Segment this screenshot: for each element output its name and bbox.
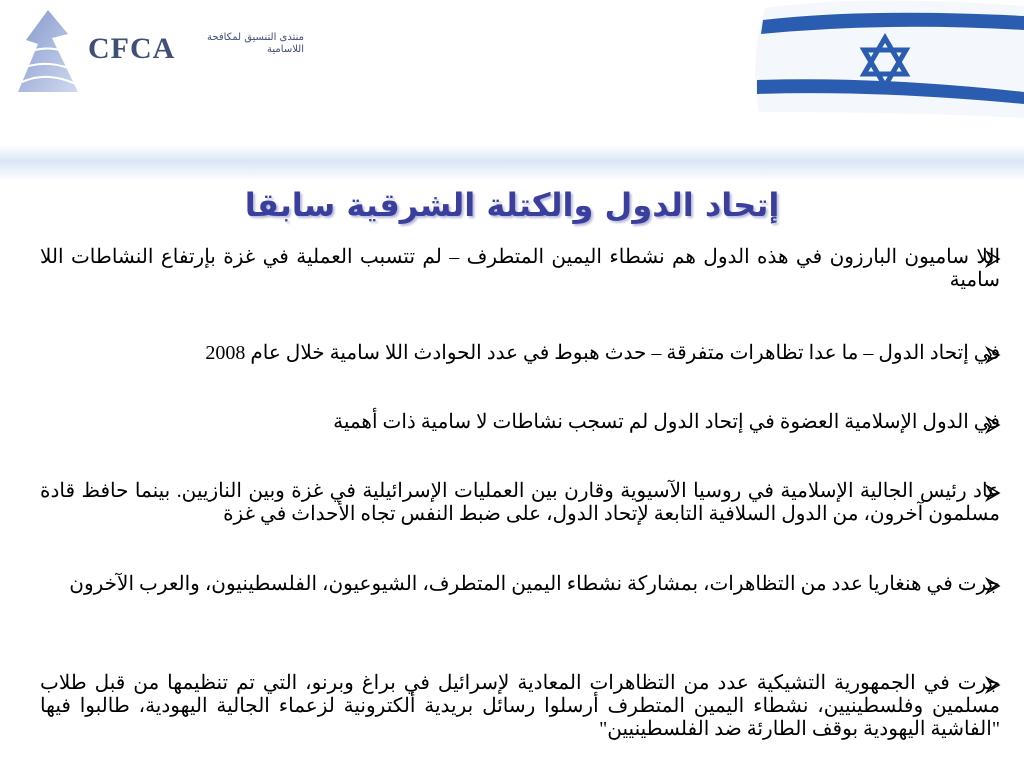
bullet-item: اللا ساميون البارزون في هذه الدول هم نشطاء اليمين المتطرف – لم تتسبب العملية في غزة بإرتفاع النشاطات اللا سامية xyxy=(40,246,1000,291)
globe-icon xyxy=(8,4,88,100)
bullet-item: في الدول الإسلامية العضوة في إتحاد الدول لم تسجب نشاطات لا سامية ذات أهمية xyxy=(333,411,1000,433)
bullet-item: جرت في هنغاريا عدد من التظاهرات، بمشاركة نشطاء اليمين المتطرف، الشيوعيون، الفلسطينيون، والعرب الآخرون xyxy=(69,573,1000,595)
logo-subtitle: منتدى التنسيق لمكافحة اللاسامية xyxy=(207,32,304,55)
header-band xyxy=(0,145,1024,181)
logo-name: CFCA xyxy=(88,32,176,65)
israel-flag-icon xyxy=(745,0,1024,125)
cfca-logo xyxy=(8,4,308,100)
bullet-item: في إتحاد الدول – ما عدا تظاهرات متفرقة – حدث هبوط في عدد الحوادث اللا سامية خلال عام 2008 xyxy=(205,342,1000,364)
bullet-item: جرت في الجمهورية التشيكية عدد من التظاهرات المعادية لإسرائيل في براغ وبرنو، التي تم تنظيمها من قبل طلاب مسلمين وفلسطينيين، نشطاء اليمين المتطرف أرسلوا رسائل بريدية ألكترونية لزعماء الجالية اليهودية، طالبوا فيها "الفاشية اليهودية بوقف الطارئة ضد الفلسطينيين" xyxy=(40,672,1000,740)
slide-header xyxy=(0,0,1024,180)
slide-title: إتحاد الدول والكتلة الشرقية سابقا xyxy=(244,186,780,224)
bullet-item: عاد رئيس الجالية الإسلامية في روسيا الآسيوية وقارن بين العمليات الإسرائيلية في غزة وبين النازيين. بينما حافظ قادة مسلمون آخرون، من الدول السلافية التابعة لإتحاد الدول، على ضبط النفس تجاه الأحداث في غزة xyxy=(40,480,1000,525)
